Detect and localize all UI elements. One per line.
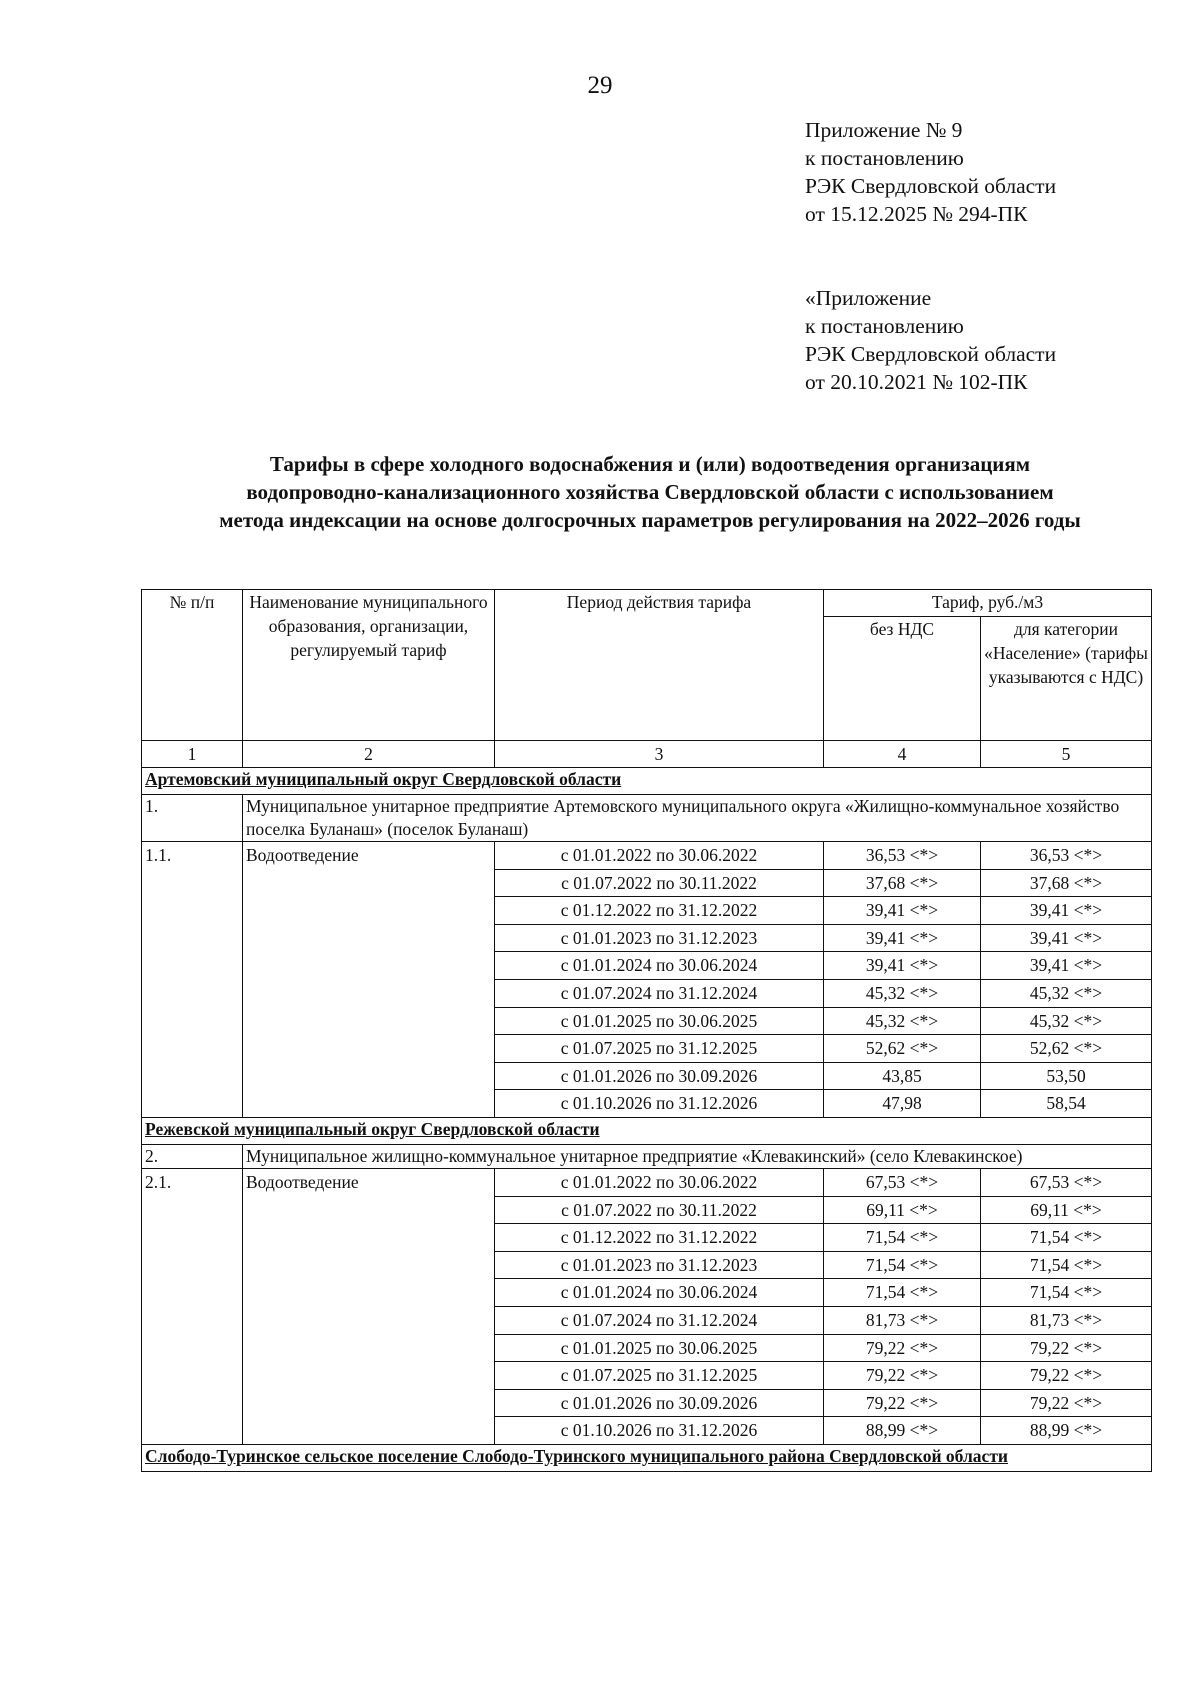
tariff-no-vat-cell: 71,54 <*> — [824, 1279, 981, 1307]
tariff-population-cell: 69,11 <*> — [981, 1196, 1152, 1224]
header-tariff: Тариф, руб./м3 — [824, 590, 1152, 617]
tariff-no-vat-cell: 69,11 <*> — [824, 1196, 981, 1224]
organization-number: 1. — [142, 795, 243, 842]
tariff-no-vat-cell: 39,41 <*> — [824, 897, 981, 925]
tariff-no-vat-cell: 79,22 <*> — [824, 1334, 981, 1362]
tariff-table — [141, 589, 1152, 1472]
header-no-vat: без НДС — [824, 617, 981, 741]
appendix-9-block — [805, 116, 1056, 228]
tariff-population-cell: 81,73 <*> — [981, 1306, 1152, 1334]
period-cell: с 01.01.2022 по 30.06.2022 — [495, 1168, 824, 1196]
tariff-population-cell: 45,32 <*> — [981, 979, 1152, 1007]
tariff-population-cell: 39,41 <*> — [981, 897, 1152, 925]
period-cell: с 01.07.2022 по 30.11.2022 — [495, 869, 824, 897]
table-header-row — [142, 590, 1152, 617]
tariff-population-cell: 71,54 <*> — [981, 1224, 1152, 1252]
period-cell: с 01.01.2023 по 31.12.2023 — [495, 924, 824, 952]
tariff-no-vat-cell: 88,99 <*> — [824, 1417, 981, 1445]
period-cell: с 01.07.2022 по 30.11.2022 — [495, 1196, 824, 1224]
tariff-population-cell: 79,22 <*> — [981, 1362, 1152, 1390]
document-title — [130, 450, 1170, 534]
tariff-population-cell: 39,41 <*> — [981, 924, 1152, 952]
period-cell: с 01.01.2023 по 31.12.2023 — [495, 1251, 824, 1279]
period-cell: с 01.01.2026 по 30.09.2026 — [495, 1062, 824, 1090]
period-cell: с 01.07.2024 по 31.12.2024 — [495, 979, 824, 1007]
tariff-population-cell: 36,53 <*> — [981, 842, 1152, 870]
period-cell: с 01.12.2022 по 31.12.2022 — [495, 1224, 824, 1252]
section-title-row — [142, 1117, 1152, 1144]
tariff-no-vat-cell: 37,68 <*> — [824, 869, 981, 897]
header-num: № п/п — [142, 590, 243, 741]
original-appendix-line: к постановлению — [805, 314, 964, 338]
period-cell: с 01.10.2026 по 31.12.2026 — [495, 1090, 824, 1118]
tariff-no-vat-cell: 52,62 <*> — [824, 1035, 981, 1063]
column-number: 2 — [243, 741, 495, 768]
period-cell: с 01.01.2025 по 30.06.2025 — [495, 1334, 824, 1362]
tariff-population-cell: 79,22 <*> — [981, 1334, 1152, 1362]
appendix-9-line: от 15.12.2025 № 294-ПК — [805, 202, 1028, 226]
period-cell: с 01.07.2025 по 31.12.2025 — [495, 1035, 824, 1063]
period-cell: с 01.01.2026 по 30.09.2026 — [495, 1389, 824, 1417]
table-row — [142, 1168, 1152, 1196]
organization-name: Муниципальное унитарное предприятие Артемовского муниципального округа «Жилищно-коммунальное хозяйство поселка Буланаш» (поселок Буланаш) — [243, 795, 1152, 842]
tariff-population-cell: 39,41 <*> — [981, 952, 1152, 980]
period-cell: с 01.10.2026 по 31.12.2026 — [495, 1417, 824, 1445]
item-number: 2.1. — [142, 1168, 243, 1444]
section-title: Артемовский муниципальный округ Свердловской области — [142, 768, 1152, 795]
column-numbers-row — [142, 741, 1152, 768]
table-row — [142, 842, 1152, 870]
tariff-population-cell: 71,54 <*> — [981, 1251, 1152, 1279]
tariff-population-cell: 45,32 <*> — [981, 1007, 1152, 1035]
tariff-no-vat-cell: 45,32 <*> — [824, 979, 981, 1007]
section-title-row — [142, 768, 1152, 795]
period-cell: с 01.01.2022 по 30.06.2022 — [495, 842, 824, 870]
tariff-no-vat-cell: 71,54 <*> — [824, 1251, 981, 1279]
column-number: 4 — [824, 741, 981, 768]
tariff-no-vat-cell: 39,41 <*> — [824, 924, 981, 952]
period-cell: с 01.01.2025 по 30.06.2025 — [495, 1007, 824, 1035]
tariff-population-cell: 71,54 <*> — [981, 1279, 1152, 1307]
tariff-population-cell: 88,99 <*> — [981, 1417, 1152, 1445]
column-number: 1 — [142, 741, 243, 768]
tariff-no-vat-cell: 79,22 <*> — [824, 1362, 981, 1390]
original-appendix-line: РЭК Свердловской области — [805, 342, 1057, 366]
tariff-population-cell: 52,62 <*> — [981, 1035, 1152, 1063]
appendix-9-line: РЭК Свердловской области — [805, 174, 1057, 198]
title-line: водопроводно-канализационного хозяйства Свердловской области с использованием — [246, 480, 1054, 504]
header-name: Наименование муниципального образования, организации, регулируемый тариф — [243, 590, 495, 741]
original-appendix-line: «Приложение — [805, 286, 932, 310]
tariff-no-vat-cell: 45,32 <*> — [824, 1007, 981, 1035]
period-cell: с 01.01.2024 по 30.06.2024 — [495, 1279, 824, 1307]
header-population: для категории «Население» (тарифы указываются с НДС) — [981, 617, 1152, 741]
section-title-row — [142, 1444, 1152, 1471]
tariff-no-vat-cell: 67,53 <*> — [824, 1168, 981, 1196]
column-number: 3 — [495, 741, 824, 768]
organization-number: 2. — [142, 1144, 243, 1168]
period-cell: с 01.07.2024 по 31.12.2024 — [495, 1306, 824, 1334]
original-appendix-line: от 20.10.2021 № 102-ПК — [805, 370, 1028, 394]
organization-name: Муниципальное жилищно-коммунальное унитарное предприятие «Клевакинский» (село Клевакинское) — [243, 1144, 1152, 1168]
column-number: 5 — [981, 741, 1152, 768]
period-cell: с 01.12.2022 по 31.12.2022 — [495, 897, 824, 925]
title-line: Тарифы в сфере холодного водоснабжения и (или) водоотведения организациям — [269, 452, 1031, 476]
tariff-no-vat-cell: 79,22 <*> — [824, 1389, 981, 1417]
tariff-no-vat-cell: 47,98 — [824, 1090, 981, 1118]
period-cell: с 01.07.2025 по 31.12.2025 — [495, 1362, 824, 1390]
tariff-population-cell: 79,22 <*> — [981, 1389, 1152, 1417]
section-title: Режевской муниципальный округ Свердловской области — [142, 1117, 1152, 1144]
tariff-no-vat-cell: 43,85 — [824, 1062, 981, 1090]
item-name: Водоотведение — [243, 1168, 495, 1444]
item-number: 1.1. — [142, 842, 243, 1118]
period-cell: с 01.01.2024 по 30.06.2024 — [495, 952, 824, 980]
page-number: 29 — [587, 72, 613, 99]
original-appendix-block — [805, 284, 1056, 396]
appendix-9-line: Приложение № 9 — [805, 118, 963, 142]
tariff-population-cell: 67,53 <*> — [981, 1168, 1152, 1196]
tariff-population-cell: 58,54 — [981, 1090, 1152, 1118]
appendix-9-line: к постановлению — [805, 146, 964, 170]
item-name: Водоотведение — [243, 842, 495, 1118]
section-title: Слободо-Туринское сельское поселение Слободо-Туринского муниципального района Свердловской области — [142, 1444, 1152, 1471]
tariff-population-cell: 37,68 <*> — [981, 869, 1152, 897]
organization-row — [142, 795, 1152, 842]
title-line: метода индексации на основе долгосрочных параметров регулирования на 2022–2026 годы — [219, 508, 1081, 532]
tariff-no-vat-cell: 71,54 <*> — [824, 1224, 981, 1252]
header-period: Период действия тарифа — [495, 590, 824, 741]
organization-row — [142, 1144, 1152, 1168]
tariff-no-vat-cell: 39,41 <*> — [824, 952, 981, 980]
tariff-no-vat-cell: 81,73 <*> — [824, 1306, 981, 1334]
tariff-no-vat-cell: 36,53 <*> — [824, 842, 981, 870]
tariff-population-cell: 53,50 — [981, 1062, 1152, 1090]
